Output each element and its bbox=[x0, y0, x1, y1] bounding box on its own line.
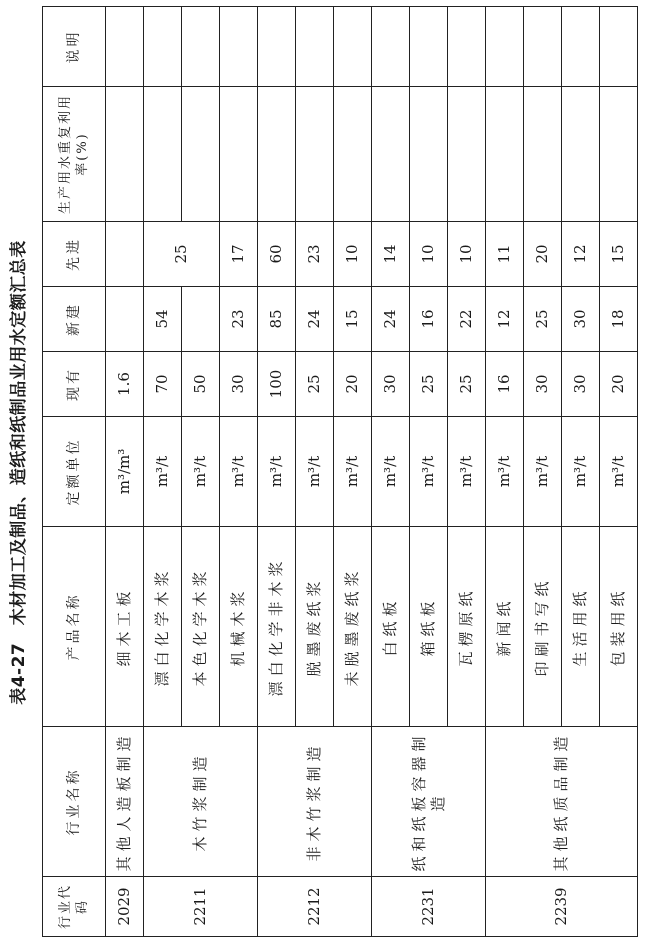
notes-cell bbox=[524, 7, 562, 87]
header-unit: 定额单位 bbox=[43, 417, 106, 527]
advanced-cell: 12 bbox=[562, 222, 600, 287]
header-new: 新建 bbox=[43, 287, 106, 352]
existing-cell: 30 bbox=[220, 352, 258, 417]
unit-cell: m³/t bbox=[182, 417, 220, 527]
new-cell bbox=[106, 287, 144, 352]
industry-code-cell: 2231 bbox=[372, 877, 486, 937]
new-cell bbox=[182, 287, 220, 352]
product-name-cell: 白纸板 bbox=[372, 527, 410, 727]
table-title: 表4-27 木材加工及制品、造纸和纸制品业用水定额汇总表 bbox=[9, 240, 29, 705]
reuse-rate-cell bbox=[410, 87, 448, 222]
advanced-cell: 14 bbox=[372, 222, 410, 287]
product-name-cell: 瓦楞原纸 bbox=[448, 527, 486, 727]
header-industry-name: 行业名称 bbox=[43, 727, 106, 877]
notes-cell bbox=[372, 7, 410, 87]
reuse-rate-cell bbox=[106, 87, 144, 222]
unit-cell: m³/t bbox=[220, 417, 258, 527]
advanced-cell: 10 bbox=[410, 222, 448, 287]
unit-cell: m³/t bbox=[296, 417, 334, 527]
notes-cell bbox=[448, 7, 486, 87]
unit-cell: m³/t bbox=[258, 417, 296, 527]
reuse-rate-cell bbox=[448, 87, 486, 222]
product-name-cell: 漂白化学木浆 bbox=[144, 527, 182, 727]
header-advanced: 先进 bbox=[43, 222, 106, 287]
notes-cell bbox=[144, 7, 182, 87]
industry-name-cell: 其他纸质品制造 bbox=[486, 727, 638, 877]
new-cell: 24 bbox=[372, 287, 410, 352]
table-row bbox=[486, 7, 524, 937]
existing-cell: 30 bbox=[562, 352, 600, 417]
unit-cell: m³/t bbox=[600, 417, 638, 527]
existing-cell: 30 bbox=[372, 352, 410, 417]
industry-code-cell: 2239 bbox=[486, 877, 638, 937]
product-name-cell: 漂白化学非木浆 bbox=[258, 527, 296, 727]
existing-cell: 20 bbox=[600, 352, 638, 417]
product-name-cell: 未脱墨废纸浆 bbox=[334, 527, 372, 727]
notes-cell bbox=[334, 7, 372, 87]
product-name-cell: 包装用纸 bbox=[600, 527, 638, 727]
unit-cell: m³/t bbox=[410, 417, 448, 527]
table-row bbox=[106, 7, 144, 937]
industry-code-cell: 2029 bbox=[106, 877, 144, 937]
existing-cell: 25 bbox=[296, 352, 334, 417]
new-cell: 23 bbox=[220, 287, 258, 352]
industry-code-cell: 2211 bbox=[144, 877, 258, 937]
reuse-rate-cell bbox=[334, 87, 372, 222]
reuse-rate-cell bbox=[486, 87, 524, 222]
product-name-cell: 脱墨废纸浆 bbox=[296, 527, 334, 727]
advanced-cell: 11 bbox=[486, 222, 524, 287]
unit-cell: m³/m³ bbox=[106, 417, 144, 527]
new-cell: 18 bbox=[600, 287, 638, 352]
header-existing: 现有 bbox=[43, 352, 106, 417]
notes-cell bbox=[258, 7, 296, 87]
table-row bbox=[372, 7, 410, 937]
unit-cell: m³/t bbox=[334, 417, 372, 527]
product-name-cell: 细木工板 bbox=[106, 527, 144, 727]
unit-cell: m³/t bbox=[562, 417, 600, 527]
new-cell: 24 bbox=[296, 287, 334, 352]
advanced-cell: 10 bbox=[334, 222, 372, 287]
new-cell: 12 bbox=[486, 287, 524, 352]
advanced-cell: 15 bbox=[600, 222, 638, 287]
water-quota-table bbox=[42, 6, 638, 937]
industry-name-cell: 木竹浆制造 bbox=[144, 727, 258, 877]
unit-cell: m³/t bbox=[372, 417, 410, 527]
product-name-cell: 新闻纸 bbox=[486, 527, 524, 727]
header-notes: 说明 bbox=[43, 7, 106, 87]
existing-cell: 70 bbox=[144, 352, 182, 417]
notes-cell bbox=[182, 7, 220, 87]
existing-cell: 100 bbox=[258, 352, 296, 417]
header-industry-code: 行业代码 bbox=[43, 877, 106, 937]
product-name-cell: 箱纸板 bbox=[410, 527, 448, 727]
existing-cell: 20 bbox=[334, 352, 372, 417]
advanced-cell: 20 bbox=[524, 222, 562, 287]
notes-cell bbox=[220, 7, 258, 87]
industry-name-cell: 非木竹浆制造 bbox=[258, 727, 372, 877]
reuse-rate-cell bbox=[258, 87, 296, 222]
table-row bbox=[258, 7, 296, 937]
new-cell: 85 bbox=[258, 287, 296, 352]
existing-cell: 25 bbox=[448, 352, 486, 417]
existing-cell: 25 bbox=[410, 352, 448, 417]
new-cell: 25 bbox=[524, 287, 562, 352]
industry-name-cell: 其他人造板制造 bbox=[106, 727, 144, 877]
header-product-name: 产品名称 bbox=[43, 527, 106, 727]
reuse-rate-cell bbox=[296, 87, 334, 222]
notes-cell bbox=[486, 7, 524, 87]
advanced-cell bbox=[106, 222, 144, 287]
product-name-cell: 印刷书写纸 bbox=[524, 527, 562, 727]
existing-cell: 16 bbox=[486, 352, 524, 417]
new-cell: 54 bbox=[144, 287, 182, 352]
table-row bbox=[144, 7, 182, 937]
advanced-cell: 25 bbox=[144, 222, 220, 287]
product-name-cell: 机械木浆 bbox=[220, 527, 258, 727]
unit-cell: m³/t bbox=[524, 417, 562, 527]
industry-name-cell: 纸和纸板容器制造 bbox=[372, 727, 486, 877]
existing-cell: 1.6 bbox=[106, 352, 144, 417]
new-cell: 30 bbox=[562, 287, 600, 352]
header-reuse-rate: 生产用水重复利用率(%) bbox=[43, 87, 106, 222]
reuse-rate-cell bbox=[600, 87, 638, 222]
notes-cell bbox=[562, 7, 600, 87]
industry-code-cell: 2212 bbox=[258, 877, 372, 937]
reuse-rate-cell bbox=[524, 87, 562, 222]
notes-cell bbox=[296, 7, 334, 87]
header-row bbox=[43, 7, 106, 937]
reuse-rate-cell bbox=[182, 87, 220, 222]
unit-cell: m³/t bbox=[486, 417, 524, 527]
reuse-rate-cell bbox=[220, 87, 258, 222]
product-name-cell: 本色化学木浆 bbox=[182, 527, 220, 727]
new-cell: 22 bbox=[448, 287, 486, 352]
reuse-rate-cell bbox=[562, 87, 600, 222]
existing-cell: 50 bbox=[182, 352, 220, 417]
reuse-rate-cell bbox=[372, 87, 410, 222]
unit-cell: m³/t bbox=[448, 417, 486, 527]
new-cell: 15 bbox=[334, 287, 372, 352]
reuse-rate-cell bbox=[144, 87, 182, 222]
product-name-cell: 生活用纸 bbox=[562, 527, 600, 727]
notes-cell bbox=[410, 7, 448, 87]
advanced-cell: 17 bbox=[220, 222, 258, 287]
advanced-cell: 60 bbox=[258, 222, 296, 287]
unit-cell: m³/t bbox=[144, 417, 182, 527]
advanced-cell: 23 bbox=[296, 222, 334, 287]
notes-cell bbox=[106, 7, 144, 87]
existing-cell: 30 bbox=[524, 352, 562, 417]
advanced-cell: 10 bbox=[448, 222, 486, 287]
notes-cell bbox=[600, 7, 638, 87]
new-cell: 16 bbox=[410, 287, 448, 352]
